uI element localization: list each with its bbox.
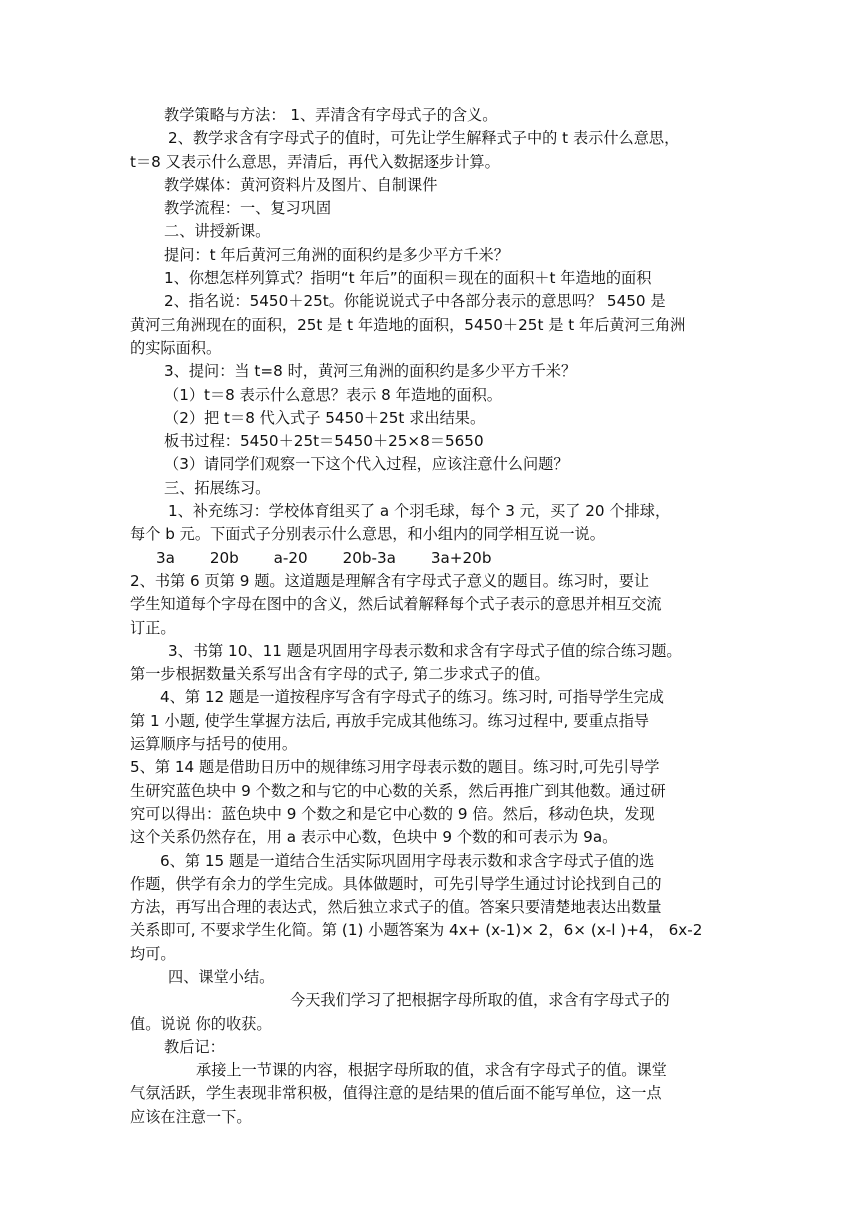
text-line: 黄河三角洲现在的面积，25t 是 t 年造地的面积，5450＋25t 是 t 年后黄河三角洲 — [130, 315, 686, 334]
text-line: 3、书第 10、11 题是巩固用字母表示数和求含有字母式子值的综合练习题。 — [168, 641, 682, 660]
text-line: 4、第 12 题是一道按程序写含有字母式子的练习。练习时, 可指导学生完成 — [160, 688, 664, 707]
text-line: 运算顺序与括号的使用。 — [130, 735, 298, 754]
text-line: 学生知道每个字母在图中的含义，然后试着解释每个式子表示的意思并相互交流 — [130, 595, 662, 614]
text-line: 的实际面积。 — [130, 338, 222, 357]
expression-item: 3a — [156, 548, 175, 567]
text-line: 今天我们学习了把根据字母所取的值，求含有字母式子的 — [290, 991, 670, 1010]
lesson-plan-part-2 — [130, 570, 730, 1129]
text-line: 关系即可, 不要求学生化简。第 (1) 小题答案为 4x+ (x-1)× 2，6× (x-l )+4， 6x-2 — [130, 921, 703, 940]
document-page — [130, 104, 730, 1129]
text-line: 1、你想怎样列算式？指明“t 年后”的面积＝现在的面积＋t 年造地的面积 — [164, 269, 652, 288]
text-line: 二、讲授新课。 — [164, 222, 271, 241]
expression-list — [130, 547, 730, 570]
lesson-plan-part-1 — [130, 104, 730, 547]
expression-item: a-20 — [273, 548, 308, 567]
text-line: 第一步根据数量关系写出含有字母的式子, 第二步求式子的值。 — [130, 665, 550, 684]
text-line: （2）把 t＝8 代入式子 5450＋25t 求出结果。 — [164, 408, 486, 427]
text-line: 订正。 — [130, 618, 176, 637]
text-line: 板书过程：5450＋25t＝5450＋25×8＝5650 — [164, 432, 484, 451]
text-line: 2、书第 6 页第 9 题。这道题是理解含有字母式子意义的题目。练习时，要让 — [130, 571, 650, 590]
text-line: 教学媒体：黄河资料片及图片、自制课件 — [164, 175, 438, 194]
text-line: 应该在注意一下。 — [130, 1107, 252, 1126]
text-line: 2、指名说：5450＋25t。你能说说式子中各部分表示的意思吗？ 5450 是 — [164, 292, 666, 311]
text-line: 究可以得出：蓝色块中 9 个数之和是它中心数的 9 倍。然后，移动色块，发现 — [130, 804, 655, 823]
text-line: 第 1 小题, 使学生掌握方法后, 再放手完成其他练习。练习过程中, 要重点指导 — [130, 711, 650, 730]
text-line: 教后记： — [164, 1037, 225, 1056]
text-line: 承接上一节课的内容，根据字母所取的值，求含有字母式子的值。课堂 — [196, 1061, 667, 1080]
text-line: 这个关系仍然存在，用 a 表示中心数，色块中 9 个数的和可表示为 9a。 — [130, 828, 618, 847]
text-line: 1、补充练习：学校体育组买了 a 个羽毛球，每个 3 元，买了 20 个排球， — [168, 502, 671, 521]
text-line: 2、教学求含有字母式子的值时，可先让学生解释式子中的 t 表示什么意思， — [168, 129, 680, 148]
expression-item: 3a+20b — [430, 548, 492, 567]
text-line: 作题，供学有余力的学生完成。具体做题时，可先引导学生通过讨论找到自己的 — [130, 874, 662, 893]
text-line: 3、提问：当 t=8 时，黄河三角洲的面积约是多少平方千米？ — [164, 362, 577, 381]
text-line: 四、课堂小结。 — [168, 967, 275, 986]
text-line: 提问：t 年后黄河三角洲的面积约是多少平方千米？ — [164, 245, 509, 264]
text-line: 5、第 14 题是借助日历中的规律练习用字母表示数的题目。练习时,可先引导学 — [130, 758, 660, 777]
text-line: （3）请同学们观察一下这个代入过程，应该注意什么问题？ — [164, 455, 569, 474]
text-line: 方法，再写出合理的表达式，然后独立求式子的值。答案只要清楚地表达出数量 — [130, 898, 662, 917]
text-line: 三、拓展练习。 — [164, 478, 271, 497]
text-line: 每个 b 元。下面式子分别表示什么意思，和小组内的同学相互说一说。 — [130, 525, 605, 544]
text-line: 6、第 15 题是一道结合生活实际巩固用字母表示数和求含字母式子值的选 — [160, 851, 655, 870]
text-line: 教学策略与方法： 1、弄清含有字母式子的含义。 — [164, 106, 498, 124]
text-line: （1）t＝8 表示什么意思？表示 8 年造地的面积。 — [164, 385, 502, 404]
text-line: 教学流程：一、复习巩固 — [164, 199, 332, 218]
text-line: 值。说说 你的收获。 — [130, 1014, 272, 1033]
expression-item: 20b-3a — [342, 548, 396, 567]
text-line: 均可。 — [130, 944, 176, 963]
expression-item: 20b — [209, 548, 239, 567]
text-line: 生研究蓝色块中 9 个数之和与它的中心数的关系，然后再推广到其他数。通过研 — [130, 781, 666, 800]
text-line: t＝8 又表示什么意思，弄清后，再代入数据逐步计算。 — [130, 152, 500, 171]
text-line: 气氛活跃，学生表现非常积极，值得注意的是结果的值后面不能写单位，这一点 — [130, 1084, 662, 1103]
